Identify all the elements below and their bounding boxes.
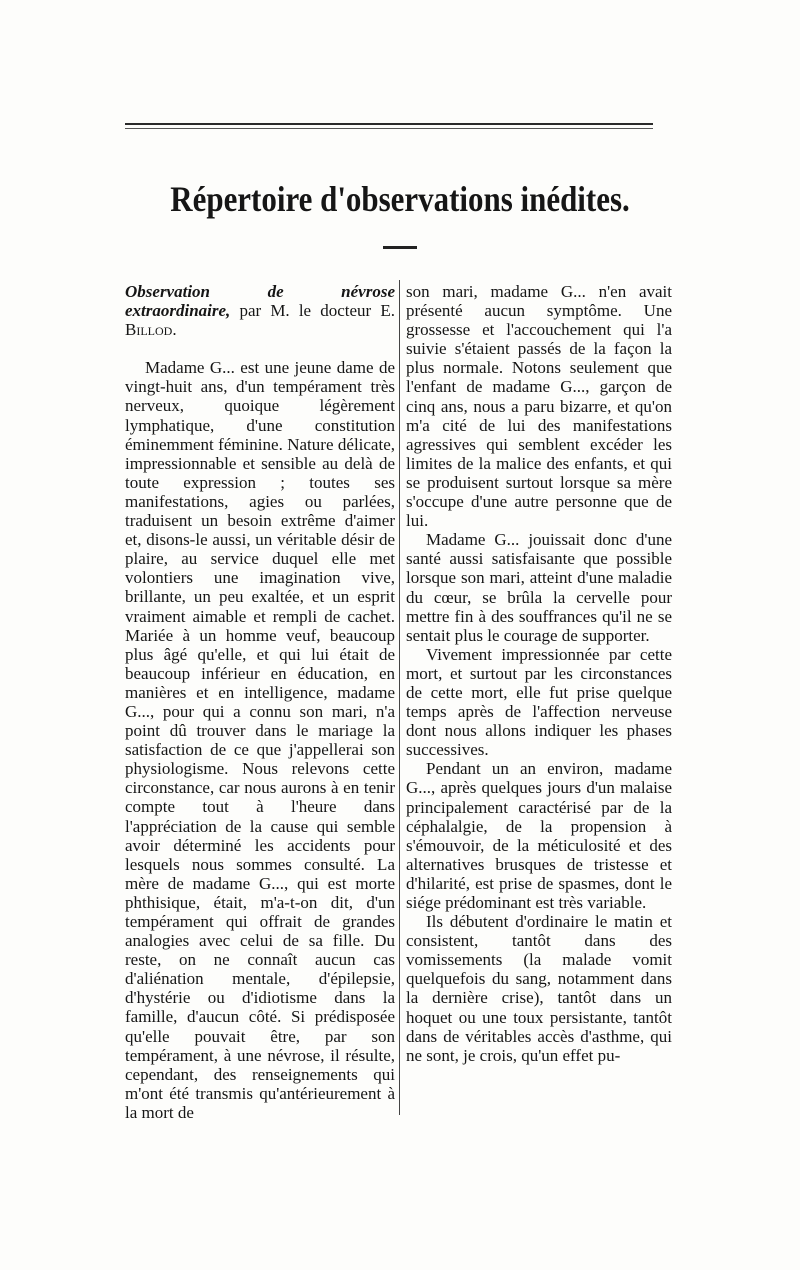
right-paragraph-2: Madame G... jouissait donc d'une santé aussi satisfaisante que possible lorsque son mari, atteint d'une maladie du cœur, se brûla la cervelle pour mettre fin à des souffrances qu'il ne se sentait plus le courage de supporter. — [406, 530, 672, 645]
observation-heading — [125, 282, 395, 339]
right-column — [406, 282, 672, 1065]
right-paragraph-5: Ils débutent d'ordinaire le matin et consistent, tantôt dans des vomissements (la malade vomit quelquefois du sang, notamment dans la dernière crise), tantôt dans un hoquet ou une toux persistante, tantôt dans de véritables accès d'asthme, qui ne sont, je crois, qu'un effet pu- — [406, 912, 672, 1065]
observation-title: Observation de névrose extraordinaire, — [125, 282, 395, 321]
left-column — [125, 282, 395, 1122]
author-prefix: par M. le docteur E. — [230, 301, 395, 321]
top-double-rule — [125, 120, 653, 132]
right-paragraph-1: son mari, madame G... n'en avait présenté aucun symptôme. Une grossesse et l'accouchement qui l'a suivie s'étaient passés de la façon la plus normale. Notons seulement que l'enfant de madame G..., garçon de cinq ans, nous a paru bizarre, et qu'on m'a cité de lui des manifestations agressives qui semblent excéder les limites de la malice des enfants, et qui se produisent surtout lorsque sa mère s'occupe d'une autre personne que de lui. — [406, 282, 672, 531]
section-title: Répertoire d'observations inédites. — [170, 179, 630, 219]
title-dash-separator — [383, 246, 417, 249]
left-paragraph-1: Madame G... est une jeune dame de vingt-huit ans, d'un tempérament très nerveux, quoique légèrement lymphatique, d'une constitution éminemment féminine. Nature délicate, impressionnable et sensible au delà de toute expression ; toutes ses manifestations, agies ou parlées, traduisent un besoin extrême d'aimer et, disons-le aussi, un véritable désir de plaire, au service duquel elle met volontiers une imagination vive, brillante, un peu exaltée, et un esprit vraiment aimable et rempli de cachet. Mariée à un homme veuf, beaucoup plus âgé qu'elle, et qui lui était de beaucoup inférieur en éducation, en manières et en intelligence, madame G..., pour qui a connu son mari, n'a point dû trouver dans le mariage la satisfaction de ce que j'appellerai son physiologisme. Nous relevons cette circonstance, car nous aurons à en tenir compte tout à l'heure dans l'appréciation de la cause qui semble avoir déterminé les accidents pour lesquels nous sommes consulté. La mère de madame G..., qui est morte phthisique, était, m'a-t-on dit, d'un tempérament qui offrait de grandes analogies avec celui de sa fille. Du reste, on ne connaît aucun cas d'aliénation mentale, d'épilepsie, d'hystérie ou d'idiotisme dans la famille, d'aucun côté. Si prédisposée qu'elle pouvait être, par son tempérament, à une névrose, il résulte, cependant, des renseignements qui m'ont été transmis qu'antérieurement à la mort de — [125, 358, 395, 1122]
right-paragraph-3: Vivement impressionnée par cette mort, et surtout par les circonstances de cette mort, elle fut prise quelque temps après de l'affection nerveuse dont nous allons indiquer les phases successives. — [406, 644, 672, 760]
column-divider — [399, 280, 400, 1115]
right-paragraph-4: Pendant un an environ, madame G..., après quelques jours d'un malaise principalement caractérisé par de la céphalalgie, de la propension à s'émouvoir, de la méticulosité et des alternatives brusques de tristesse et d'hilarité, est prise de spasmes, dont le siége prédominant est très variable. — [406, 759, 672, 912]
author-name: Billod. — [125, 320, 177, 340]
